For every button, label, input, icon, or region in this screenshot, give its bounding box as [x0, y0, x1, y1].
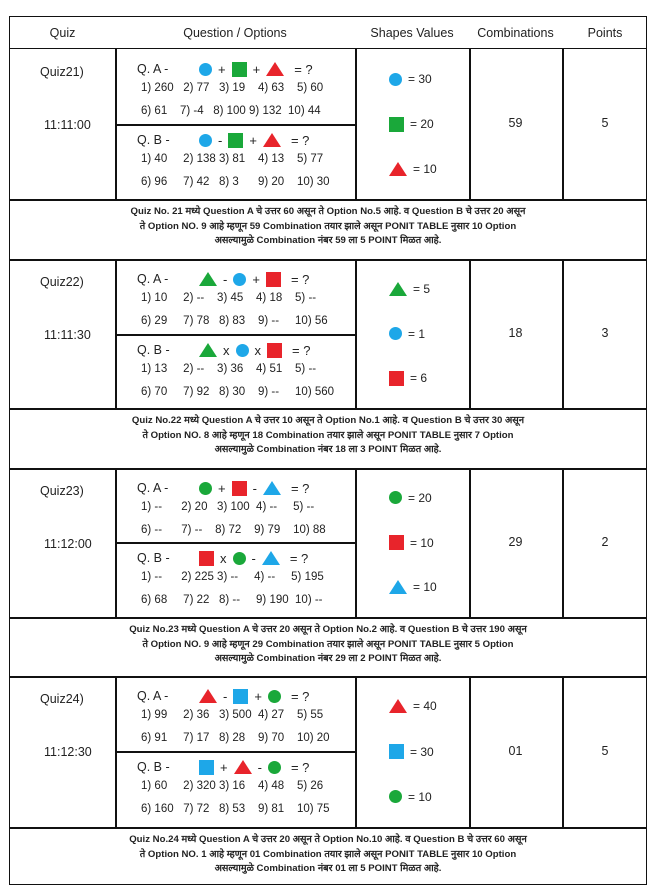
row-divider	[10, 199, 646, 201]
question-label: Q. A -	[137, 481, 169, 495]
points-value: 5	[601, 116, 609, 130]
blue-square-icon	[199, 760, 214, 775]
explanation-text	[10, 833, 646, 877]
red-triangle-icon	[234, 760, 252, 774]
blue-triangle-icon	[263, 481, 281, 495]
green-square-icon	[228, 133, 243, 148]
options-line: 1) 60 2) 320 3) 16 4) 48 5) 26	[141, 780, 324, 792]
red-square-icon	[266, 272, 281, 287]
shape-value-text: = 10	[408, 789, 432, 804]
explanation-line: असल्यामुळे Combination नंबर 18 ला 3 POINT मिळत आहे.	[214, 444, 442, 455]
equals-question: = ?	[290, 688, 310, 704]
question-divider	[115, 124, 355, 126]
shape-value	[389, 788, 479, 806]
header-points: Points	[587, 26, 623, 40]
question-a	[137, 686, 315, 706]
shape-value	[389, 325, 479, 343]
equals-question: = ?	[294, 61, 313, 77]
green-circle-icon	[389, 790, 402, 803]
equals-question: = ?	[289, 550, 309, 566]
row-divider	[10, 827, 646, 829]
points-value: 2	[601, 534, 609, 549]
green-circle-icon	[199, 482, 212, 495]
equals-question: = ?	[290, 271, 310, 287]
shape-value	[389, 369, 479, 387]
shape-value-text: = 10	[413, 580, 437, 595]
operator: +	[218, 61, 226, 77]
green-square-icon	[389, 117, 404, 132]
question-a	[137, 269, 315, 289]
question-label: Q. B -	[137, 760, 170, 774]
equals-question: = ?	[292, 342, 311, 358]
header-combinations: Combinations	[477, 26, 554, 40]
explanation-line: ते Option NO. 9 आहे म्हणून 59 Combination तयार झाले असून PONIT TABLE नुसार 10 Option	[139, 220, 517, 232]
quiz-id: Quiz24)	[40, 692, 84, 706]
question-label: Q. B -	[137, 551, 170, 565]
header-quiz: Quiz	[49, 26, 76, 40]
operator: -	[223, 271, 228, 287]
options-line: 6) 29 7) 78 8) 83 9) -- 10) 56	[141, 315, 328, 327]
explanation-text	[10, 623, 646, 667]
green-square-icon	[232, 62, 247, 77]
quiz-time: 11:11:00	[44, 118, 91, 132]
shape-value	[389, 578, 479, 596]
options-line: 6) 96 7) 42 8) 3 9) 20 10) 30	[141, 176, 330, 188]
blue-circle-icon	[199, 63, 212, 76]
shape-value-text: = 20	[408, 490, 432, 505]
row-divider	[10, 468, 646, 470]
combination-value: 29	[508, 534, 523, 549]
options-line: 6) 91 7) 17 8) 28 9) 70 10) 20	[141, 732, 330, 744]
explanation-line: असल्यामुळे Combination नंबर 29 ला 2 POINT मिळत आहे.	[214, 653, 442, 664]
blue-circle-icon	[389, 73, 402, 86]
row-divider	[10, 676, 646, 678]
red-triangle-icon	[389, 699, 407, 713]
explanation-line: असल्यामुळे Combination नंबर 01 ला 5 POINT मिळत आहे.	[214, 863, 442, 874]
column-divider	[355, 676, 357, 827]
explanation-line: Quiz No. 21 मध्ये Question A चे उत्तर 60 असून ते Option No.5 आहे. व Question B चे उत्तर 20 असून	[130, 206, 526, 217]
operator: x	[223, 342, 230, 358]
column-divider	[115, 468, 117, 617]
red-square-icon	[389, 371, 404, 386]
question-divider	[115, 542, 355, 544]
options-line: 6) -- 7) -- 8) 72 9) 79 10) 88	[141, 524, 326, 536]
operator: +	[218, 480, 226, 496]
combination-value: 59	[508, 116, 523, 130]
quiz-time: 11:12:00	[44, 537, 92, 551]
shape-value	[389, 70, 479, 88]
quiz-time: 11:11:30	[44, 328, 91, 342]
question-b	[137, 757, 315, 777]
question-b	[137, 130, 315, 150]
points-value: 3	[601, 325, 609, 340]
operator: -	[257, 759, 262, 775]
column-divider	[355, 259, 357, 408]
red-triangle-icon	[266, 62, 284, 76]
red-square-icon	[232, 481, 247, 496]
shape-value-text: = 30	[410, 744, 434, 759]
quiz-id: Quiz23)	[40, 484, 84, 498]
row-divider	[10, 259, 646, 261]
question-label: Q. A -	[137, 689, 169, 703]
operator: -	[223, 688, 228, 704]
options-line: 1) 40 2) 138 3) 81 4) 13 5) 77	[141, 153, 324, 165]
shape-value-text: = 10	[410, 535, 434, 550]
blue-square-icon	[389, 744, 404, 759]
explanation-line: Quiz No.22 मध्ये Question A चे उत्तर 10 असून ते Option No.1 आहे. व Question B चे उत्तर 30 असून	[131, 415, 525, 426]
options-line: 6) 70 7) 92 8) 30 9) -- 10) 560	[141, 386, 335, 398]
blue-circle-icon	[199, 134, 212, 147]
red-triangle-icon	[389, 162, 407, 176]
shape-value-text: = 10	[413, 162, 437, 176]
options-line: 1) -- 2) 225 3) -- 4) -- 5) 195	[141, 571, 324, 583]
operator: +	[252, 61, 261, 77]
shape-value-text: = 40	[413, 699, 437, 714]
quiz-id: Quiz22)	[40, 275, 84, 289]
explanation-text	[10, 414, 646, 458]
shape-value-text: = 6	[410, 371, 428, 386]
options-line: 1) 260 2) 77 3) 19 4) 63 5) 60	[141, 82, 324, 94]
operator: +	[249, 132, 257, 148]
combination-value: 01	[508, 743, 523, 758]
green-triangle-icon	[199, 343, 217, 357]
options-line: 6) 61 7) -4 8) 100 9) 132 10) 44	[141, 105, 321, 117]
operator: +	[254, 688, 262, 704]
operator: +	[220, 759, 228, 775]
green-circle-icon	[233, 552, 246, 565]
quiz-id: Quiz21)	[40, 65, 84, 79]
green-circle-icon	[268, 761, 281, 774]
shape-value	[389, 280, 479, 298]
question-label: Q. B -	[137, 133, 170, 147]
question-b	[137, 340, 316, 360]
shape-value	[389, 489, 479, 507]
points-value: 5	[601, 743, 609, 758]
row-divider	[10, 408, 646, 410]
blue-triangle-icon	[262, 551, 280, 565]
shape-value-text: = 30	[408, 72, 432, 86]
shape-value	[389, 743, 479, 761]
options-line: 6) 68 7) 22 8) -- 9) 190 10) --	[141, 594, 323, 606]
shape-value	[389, 697, 479, 715]
options-line: 1) 13 2) -- 3) 36 4) 51 5) --	[141, 363, 317, 375]
explanation-line: असल्यामुळे Combination नंबर 59 ला 5 POINT मिळत आहे.	[214, 235, 442, 246]
column-divider	[115, 676, 117, 827]
blue-circle-icon	[236, 344, 249, 357]
question-divider	[115, 334, 355, 336]
red-square-icon	[389, 535, 404, 550]
shape-value	[389, 160, 479, 178]
quiz-time: 11:12:30	[44, 745, 92, 759]
green-circle-icon	[389, 491, 402, 504]
green-triangle-icon	[389, 282, 407, 296]
equals-question: = ?	[290, 759, 310, 775]
operator: -	[252, 480, 257, 496]
explanation-line: Quiz No.23 मध्ये Question A चे उत्तर 20 असून ते Option No.2 आहे. व Question B चे उत्तर 190 असून	[129, 624, 527, 635]
blue-circle-icon	[233, 273, 246, 286]
table-header	[10, 17, 646, 49]
shape-value	[389, 115, 479, 133]
operator: x	[254, 342, 261, 358]
red-square-icon	[199, 551, 214, 566]
question-a	[137, 59, 319, 79]
question-a	[137, 478, 315, 498]
red-triangle-icon	[263, 133, 281, 147]
column-divider	[115, 259, 117, 408]
explanation-text	[10, 205, 646, 249]
red-triangle-icon	[199, 689, 217, 703]
red-square-icon	[267, 343, 282, 358]
options-line: 1) 10 2) -- 3) 45 4) 18 5) --	[141, 292, 317, 304]
operator: -	[218, 132, 223, 148]
question-label: Q. B -	[137, 343, 170, 357]
equals-question: = ?	[290, 480, 310, 496]
explanation-line: ते Option NO. 8 आहे म्हणून 18 Combination तयार झाले असून PONIT TABLE नुसार 7 Option	[142, 429, 514, 441]
shape-value-text: = 5	[413, 281, 431, 296]
blue-circle-icon	[389, 327, 402, 340]
green-circle-icon	[268, 690, 281, 703]
question-label: Q. A -	[137, 272, 169, 286]
operator: -	[251, 550, 256, 566]
header-question: Question / Options	[183, 26, 287, 40]
question-divider	[115, 751, 355, 753]
column-divider	[115, 49, 117, 199]
operator: x	[220, 550, 227, 566]
equals-question: = ?	[290, 132, 310, 148]
question-label: Q. A -	[137, 62, 169, 76]
explanation-line: Quiz No.24 मध्ये Question A चे उत्तर 20 असून ते Option No.10 आहे. व Question B चे उत्तर 60 असून	[129, 834, 527, 845]
shape-value-text: = 20	[410, 117, 434, 131]
explanation-line: ते Option NO. 9 आहे म्हणून 29 Combination तयार झाले असून PONIT TABLE नुसार 5 Option	[142, 638, 514, 650]
blue-triangle-icon	[389, 580, 407, 594]
shape-value-text: = 1	[408, 326, 426, 341]
operator: +	[252, 271, 260, 287]
quiz-table	[9, 16, 647, 885]
explanation-line: ते Option NO. 1 आहे म्हणून 01 Combination तयार झाले असून PONIT TABLE नुसार 10 Option	[139, 848, 517, 860]
question-b	[137, 548, 314, 568]
green-triangle-icon	[199, 272, 217, 286]
options-line: 6) 160 7) 72 8) 53 9) 81 10) 75	[141, 803, 330, 815]
options-line: 1) 99 2) 36 3) 500 4) 27 5) 55	[141, 709, 324, 721]
blue-square-icon	[233, 689, 248, 704]
combination-value: 18	[508, 325, 523, 340]
column-divider	[355, 49, 357, 199]
row-divider	[10, 617, 646, 619]
options-line: 1) -- 2) 20 3) 100 4) -- 5) --	[141, 501, 315, 513]
column-divider	[355, 468, 357, 617]
shape-value	[389, 534, 479, 552]
header-shapes: Shapes Values	[370, 26, 454, 40]
